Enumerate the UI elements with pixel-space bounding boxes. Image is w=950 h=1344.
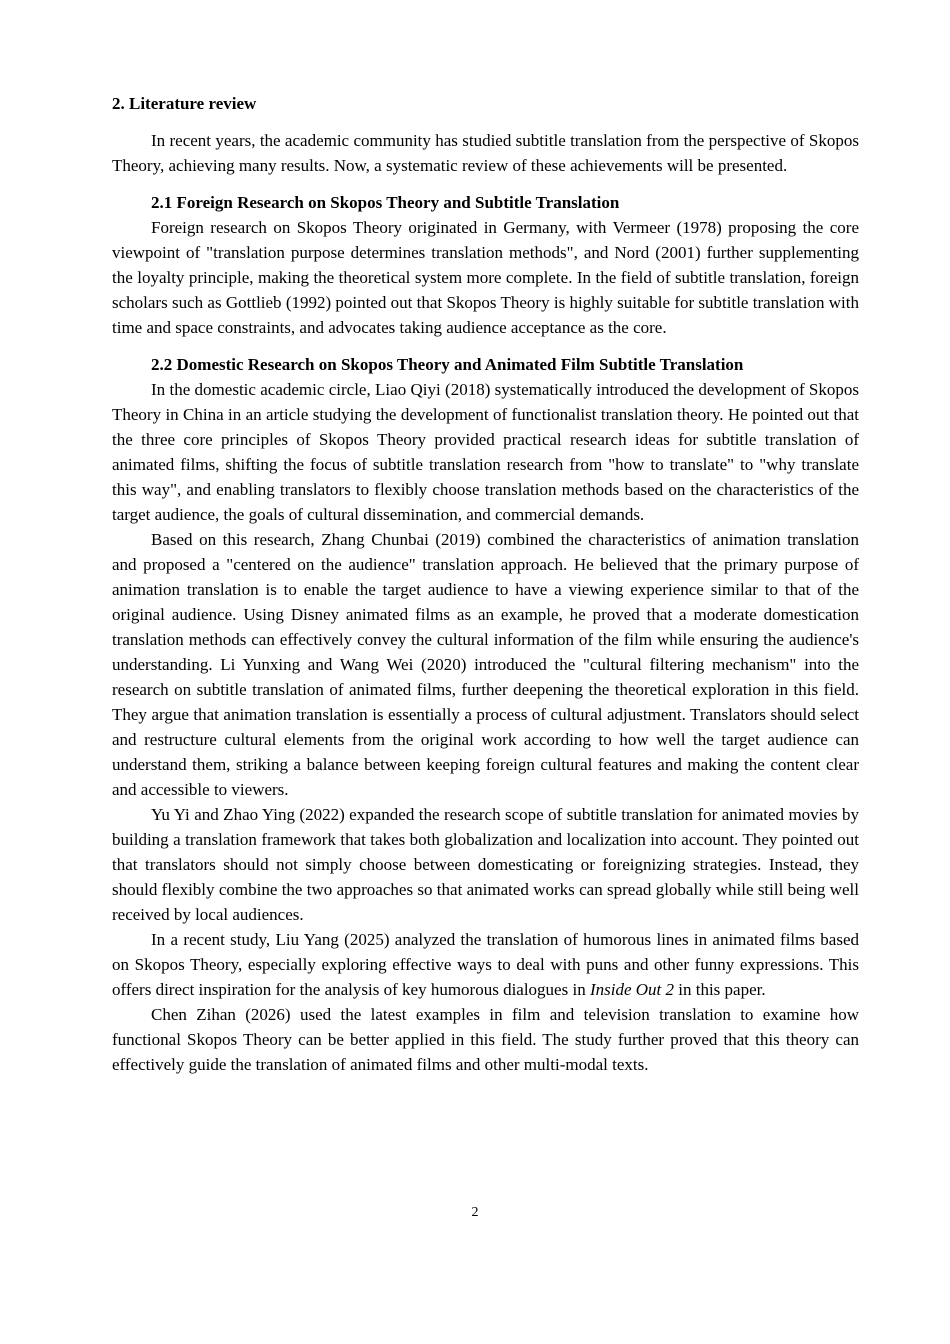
paragraph-yu-yi: Yu Yi and Zhao Ying (2022) expanded the research scope of subtitle translation for animated movies by building a translation framework that takes both globalization and localization into account. They pointed out that translators should not simply choose between domesticating or foreignizing strategies. Instead, they should flexibly combine the two approaches so that animated works can spread globally while still being well received by local audiences. [112,805,859,924]
intro-paragraph: In recent years, the academic community has studied subtitle translation from the perspective of Skopos Theory, achieving many results. Now, a systematic review of these achievements will be presented. [112,131,859,175]
paragraph-foreign-research: Foreign research on Skopos Theory originated in Germany, with Vermeer (1978) proposing the core viewpoint of "translation purpose determines translation methods", and Nord (2001) further supplementing the loyalty principle, making the theoretical system more complete. In the field of subtitle translation, foreign scholars such as Gottlieb (1992) pointed out that Skopos Theory is highly suitable for subtitle translation with time and space constraints, and advocates taking audience acceptance as the core. [112,218,859,337]
subsection-heading-2-1: 2.1 Foreign Research on Skopos Theory and Subtitle Translation [151,193,620,212]
document-page [112,92,859,1077]
section-heading: 2. Literature review [112,94,257,113]
page-number: 2 [471,1205,479,1220]
liu-yang-text: In a recent study, Liu Yang (2025) analyzed the translation of humorous lines in animated films based on Skopos Theory, especially exploring effective ways to deal with puns and other funny expressions. This offers direct inspiration for the analysis of key humorous dialogues in [112,930,859,999]
paragraph-liao-qiyi: In the domestic academic circle, Liao Qiyi (2018) systematically introduced the development of Skopos Theory in China in an article studying the development of functionalist translation theory. He pointed out that the three core principles of Skopos Theory provided practical research ideas for subtitle translation of animated films, shifting the focus of subtitle translation research from "how to translate" to "why translate this way", and enabling translators to flexibly choose translation methods based on the characteristics of the target audience, the goals of cultural dissemination, and commercial demands. [112,380,859,524]
subsection-heading-2-2: 2.2 Domestic Research on Skopos Theory and Animated Film Subtitle Translation [151,355,744,374]
paragraph-zhang-chunbai: Based on this research, Zhang Chunbai (2019) combined the characteristics of animation translation and proposed a "centered on the audience" translation approach. He believed that the primary purpose of animation translation is to enable the target audience to have a viewing experience similar to that of the original audience. Using Disney animated films as an example, he proved that a moderate domestication translation methods can effectively convey the cultural information of the film while ensuring the audience's understanding. Li Yunxing and Wang Wei (2020) introduced the "cultural filtering mechanism" into the research on subtitle translation of animated films, further deepening the theoretical exploration in this field. They argue that animation translation is essentially a process of cultural adjustment. Translators should select and restructure cultural elements from the original work according to how well the target audience can understand them, striking a balance between keeping foreign cultural features and making the content clear and accessible to viewers. [112,530,859,799]
paragraph-chen-zihan: Chen Zihan (2026) used the latest examples in film and television translation to examine how functional Skopos Theory can be better applied in this field. The study further proved that this theory can effectively guide the translation of animated films and other multi-modal texts. [112,1005,859,1074]
liu-yang-text-end: in this paper. [674,980,766,999]
film-title: Inside Out 2 [589,980,674,999]
paragraph-liu-yang [112,927,859,1002]
